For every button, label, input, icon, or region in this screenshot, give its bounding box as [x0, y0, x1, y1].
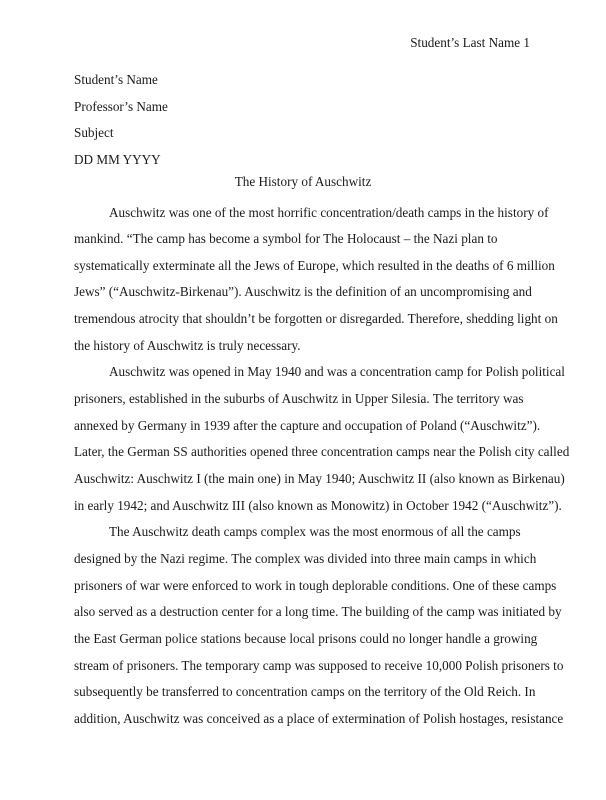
paragraph-line: subsequently be transferred to concentration camps on the territory of the Old Reich. In: [74, 684, 536, 700]
paragraph-line: tremendous atrocity that shouldn’t be forgotten or disregarded. Therefore, shedding light on: [74, 311, 558, 327]
paragraph-line: addition, Auschwitz was conceived as a place of extermination of Polish hostages, resistance: [74, 710, 564, 726]
paragraph-line: Auschwitz: Auschwitz I (the main one) in May 1940; Auschwitz II (also known as Birkenau): [74, 471, 565, 487]
date: DD MM YYYY: [74, 152, 161, 168]
essay-body: [74, 200, 570, 733]
heading-block: [74, 67, 168, 174]
paragraph-line: prisoners of war were enforced to work in tough deplorable conditions. One of these camps: [74, 577, 557, 593]
paragraph-line: The Auschwitz death camps complex was the most enormous of all the camps: [109, 524, 521, 540]
paragraph-line: annexed by Germany in 1939 after the capture and occupation of Poland (“Auschwitz”).: [74, 417, 541, 433]
paragraph-line: mankind. “The camp has become a symbol for The Holocaust – the Nazi plan to: [74, 231, 498, 247]
paragraph-line: the history of Auschwitz is truly necessary.: [74, 337, 301, 353]
paragraph-line: Auschwitz was opened in May 1940 and was a concentration camp for Polish political: [109, 364, 565, 380]
paragraph-line: Later, the German SS authorities opened three concentration camps near the Polish city called: [74, 444, 570, 460]
paragraph-line: Auschwitz was one of the most horrific concentration/death camps in the history of: [109, 204, 549, 220]
paragraph-line: the East German police stations because local prisons could no longer handle a growing: [74, 631, 538, 646]
paragraph-line: also served as a destruction center for a long time. The building of the camp was initiated by: [74, 604, 562, 620]
student-name: Student’s Name: [74, 72, 158, 87]
paragraph-line: designed by the Nazi regime. The complex was divided into three main camps in which: [74, 551, 537, 567]
paragraph-line: stream of prisoners. The temporary camp was supposed to receive 10,000 Polish prisoners to: [74, 657, 564, 673]
paragraph-line: in early 1942; and Auschwitz III (also known as Monowitz) in October 1942 (“Auschwitz”).: [74, 497, 562, 513]
paragraph-line: systematically exterminate all the Jews of Europe, which resulted in the deaths of 6 million: [74, 257, 555, 273]
paragraph-line: prisoners, established in the suburbs of Auschwitz in Upper Silesia. The territory was: [74, 391, 524, 407]
paragraph-line: Jews” (“Auschwitz-Birkenau”). Auschwitz is the definition of an uncompromising and: [74, 284, 532, 300]
running-head: Student’s Last Name 1: [410, 35, 530, 50]
professor-name: Professor’s Name: [74, 98, 168, 114]
essay-title: The History of Auschwitz: [234, 174, 372, 189]
subject: Subject: [74, 125, 114, 141]
